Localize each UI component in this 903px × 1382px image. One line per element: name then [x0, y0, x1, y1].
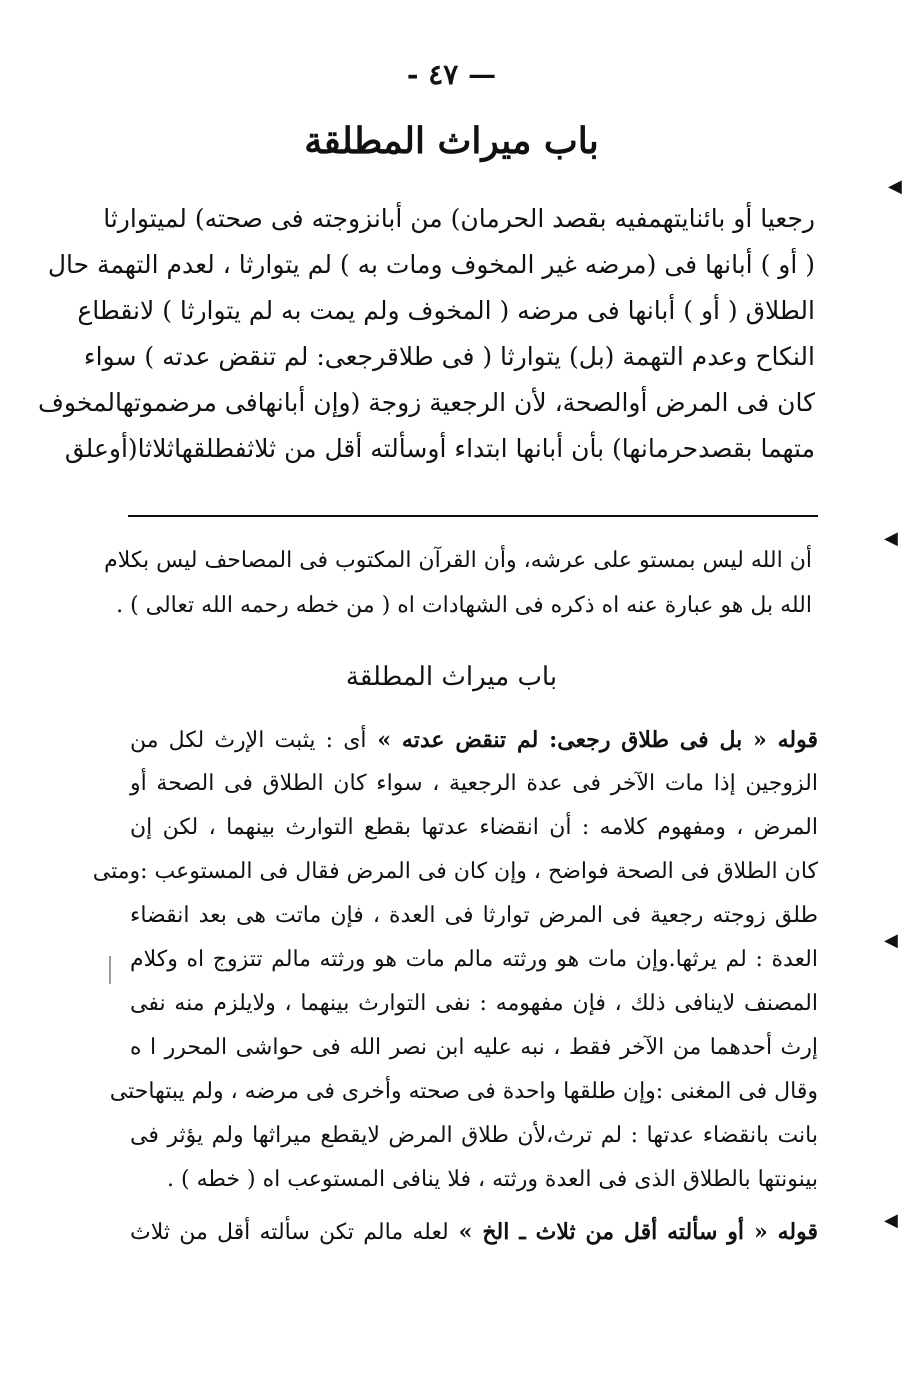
main-text: [38, 196, 815, 472]
commentary: [92, 718, 818, 1254]
commentary-line: بانت بانقضاء عدتها : لم ترث،لأن طلاق المرض لايقطع ميراثها ولم يؤثر فى: [130, 1123, 818, 1148]
commentary-line: إرث أحدهما من الآخر فقط ، نبه عليه ابن نصر الله فى حواشى المحرر ا ه: [130, 1035, 818, 1060]
main-text-line: متهما بقصدحرمانها) بأن أبانها ابتداء أوسألته أقل من ثلاثفطلقهاثلاثا(أوعلق: [64, 434, 815, 463]
commentary-text: لعله مالم تكن سألته أقل من ثلاث: [130, 1220, 449, 1245]
margin-mark: ◀: [888, 176, 902, 197]
margin-mark: ◀: [884, 930, 898, 951]
footnote-continuation: [104, 538, 812, 628]
commentary-line: بينونتها بالطلاق الذى فى العدة ورثته ، فلا ينافى المستوعب اه ( خطه ) .: [167, 1167, 818, 1192]
commentary-line: المصنف لاينافى ذلك ، فإن مفهومه : نفى التوارث بينهما ، ولايلزم منه نفى: [130, 991, 818, 1016]
commentary-lead: قوله « بل فى طلاق رجعى: لم تنقض عدته »: [366, 727, 818, 753]
page-number: — ٤٧ -: [406, 58, 497, 91]
main-text-line: رجعيا أو بائنايتهمفيه بقصد الحرمان) من أبانزوجته فى صحته) لميتوارثا: [103, 204, 815, 233]
commentary-line: الزوجين إذا مات الآخر فى عدة الرجعية ، سواء كان الطلاق فى الصحة أو: [130, 771, 818, 796]
commentary-lead: قوله « أو سألته أقل من ثلاث ـ الخ »: [448, 1219, 818, 1245]
margin-mark: ◀: [884, 1210, 898, 1231]
commentary-line: المرض ، ومفهوم كلامه : أن انقضاء عدتها بقطع التوارث بينهما ، لكن إن: [130, 815, 818, 840]
commentary-line: [130, 718, 818, 762]
main-text-line: ( أو ) أبانها فى (مرضه غير المخوف ومات به ) لم يتوارثا ، لعدم التهمة حال: [47, 250, 815, 279]
footnote-line: أن الله ليس بمستو على عرشه، وأن القرآن المكتوب فى المصاحف ليس بكلام: [104, 548, 812, 573]
main-text-line: النكاح وعدم التهمة (بل) يتوارثا ( فى طلاقرجعى: لم تنقض عدته ) سواء: [83, 342, 815, 371]
footnote-line: الله بل هو عبارة عنه اه ذكره فى الشهادات اه ( من خطه رحمه الله تعالى ) .: [116, 593, 812, 618]
footnote-divider: [128, 515, 818, 517]
commentary-line: العدة : لم يرثها.وإن مات هو ورثته مالم مات هو ورثته مالم تتزوج اه وكلام: [130, 947, 818, 972]
commentary-line: [130, 1210, 818, 1254]
commentary-line: طلق زوجته رجعية فى المرض توارثا فى العدة ، فإن ماتت هى بعد انقضاء: [130, 903, 818, 928]
main-text-line: كان فى المرض أوالصحة، لأن الرجعية زوجة (وإن أبانهافى مرضموتهالمخوف: [38, 388, 815, 417]
commentary-text: أى : يثبت الإرث لكل من: [130, 728, 367, 753]
print-edge-mark: [109, 956, 119, 984]
commentary-line: وقال فى المغنى :وإن طلقها واحدة فى صحته وأخرى فى مرضه ، ولم يبتهاحتى: [109, 1079, 818, 1104]
commentary-line: كان الطلاق فى الصحة فواضح ، وإن كان فى المرض فقال فى المستوعب :ومتى: [92, 859, 818, 884]
chapter-title: باب ميراث المطلقة: [304, 120, 599, 162]
commentary-section-title: باب ميراث المطلقة: [345, 662, 558, 692]
margin-mark: ◀: [884, 528, 898, 549]
main-text-line: الطلاق ( أو ) أبانها فى مرضه ( المخوف ولم يمت به لم يتوارثا ) لانقطاع: [77, 296, 815, 325]
